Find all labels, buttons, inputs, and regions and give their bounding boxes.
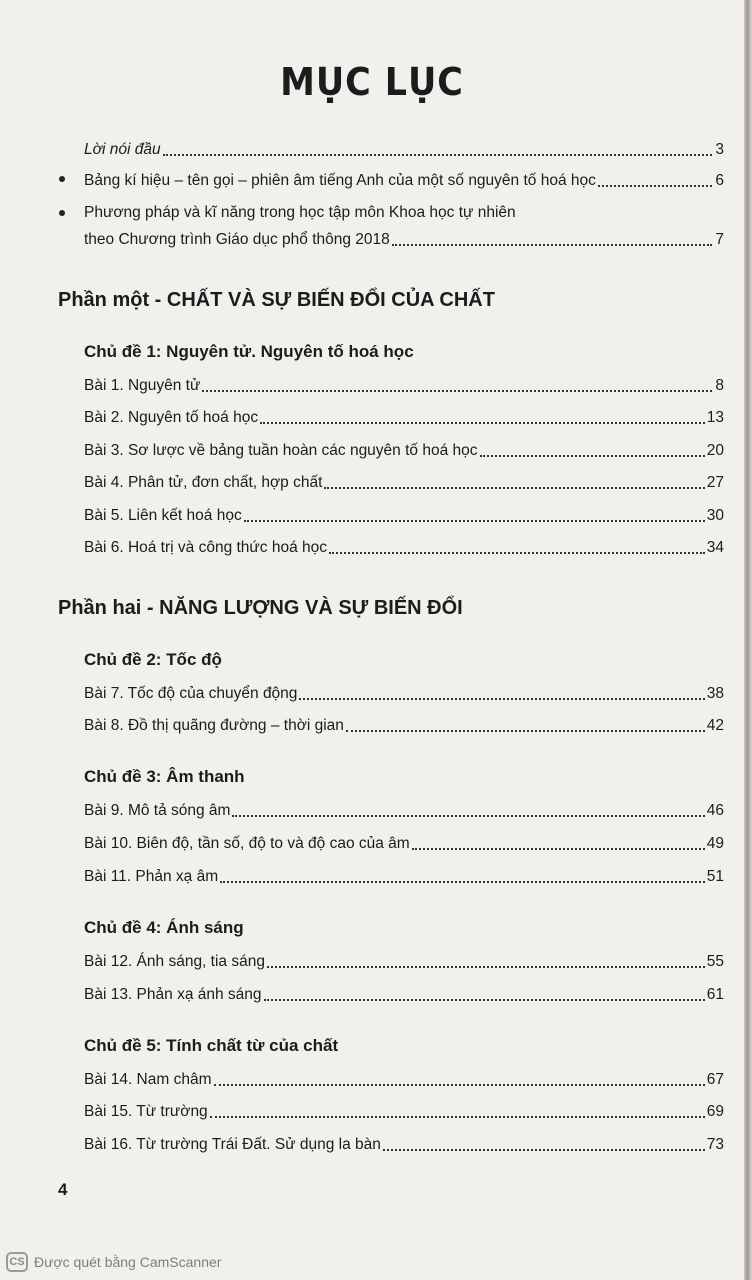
toc-entry bbox=[84, 1131, 724, 1155]
toc-entry-label: Bài 3. Sơ lược về bảng tuần hoàn các nguyên tố hoá học bbox=[84, 442, 478, 459]
dot-leader bbox=[383, 1149, 705, 1151]
toc-entry-label-line1: Phương pháp và kĩ năng trong học tập môn Khoa học tự nhiên bbox=[84, 204, 516, 221]
toc-entry-page: 34 bbox=[706, 539, 724, 556]
toc-entry-label: Bài 9. Mô tả sóng âm bbox=[84, 802, 231, 819]
toc-entry-label: Bài 8. Đồ thị quãng đường – thời gian bbox=[84, 717, 344, 734]
toc-entry-page: 46 bbox=[706, 802, 724, 819]
toc-entry-page: 13 bbox=[706, 409, 724, 426]
toc-entry-label: Bài 14. Nam châm bbox=[84, 1071, 212, 1088]
toc-entry-page: 69 bbox=[706, 1103, 724, 1120]
page-title: MỤC LỤC bbox=[280, 60, 464, 104]
toc-entry-label: Bài 12. Ánh sáng, tia sáng bbox=[84, 953, 265, 970]
toc-entry-page: 55 bbox=[706, 953, 724, 970]
toc-entry bbox=[84, 372, 724, 396]
dot-leader bbox=[480, 455, 705, 457]
scanner-footer bbox=[0, 1247, 752, 1277]
toc-entry-page: 42 bbox=[706, 717, 724, 734]
dot-leader bbox=[324, 487, 704, 489]
dot-leader bbox=[412, 848, 705, 850]
dot-leader bbox=[244, 520, 705, 522]
toc-entry-page: 7 bbox=[715, 231, 724, 248]
toc-entry-label: Bảng kí hiệu – tên gọi – phiên âm tiếng Anh của một số nguyên tố hoá học bbox=[84, 172, 596, 189]
dot-leader bbox=[329, 552, 705, 554]
toc-entry bbox=[84, 680, 724, 704]
toc-entry-page: 30 bbox=[706, 507, 724, 524]
bullet-icon bbox=[59, 176, 65, 182]
dot-leader bbox=[214, 1084, 705, 1086]
toc-entry-label: Bài 6. Hoá trị và công thức hoá học bbox=[84, 539, 328, 556]
toc-entry-label: theo Chương trình Giáo dục phổ thông 2018 bbox=[84, 231, 390, 248]
page-edge bbox=[744, 0, 752, 1280]
toc-entry-page: 6 bbox=[715, 172, 724, 189]
toc-entry-page: 20 bbox=[706, 442, 724, 459]
topic-heading: Chủ đề 3: Âm thanh bbox=[84, 767, 245, 786]
toc-entry-label: Bài 1. Nguyên tử bbox=[84, 377, 201, 394]
toc-entry-label: Bài 11. Phản xạ âm bbox=[84, 868, 219, 885]
toc-entry bbox=[84, 534, 724, 558]
dot-leader bbox=[210, 1116, 705, 1118]
page-number: 4 bbox=[58, 1180, 68, 1199]
dot-leader bbox=[232, 815, 704, 817]
toc-entry-page: 38 bbox=[706, 685, 724, 702]
toc-entry bbox=[84, 404, 724, 428]
part-heading: Phần một - CHẤT VÀ SỰ BIẾN ĐỔI CỦA CHẤT bbox=[58, 289, 495, 311]
toc-entry bbox=[84, 981, 724, 1005]
toc-entry bbox=[84, 948, 724, 972]
toc-entry bbox=[84, 1066, 724, 1090]
toc-entry bbox=[84, 167, 724, 191]
dot-leader bbox=[598, 185, 712, 187]
toc-entry bbox=[84, 469, 724, 493]
toc-entry-label: Lời nói đầu bbox=[84, 141, 161, 158]
toc-entry-page: 3 bbox=[715, 141, 724, 158]
dot-leader bbox=[264, 999, 705, 1001]
topic-heading: Chủ đề 4: Ánh sáng bbox=[84, 918, 244, 937]
toc-entry-label: Bài 13. Phản xạ ánh sáng bbox=[84, 986, 262, 1003]
toc-entry-page: 61 bbox=[706, 986, 724, 1003]
dot-leader bbox=[202, 390, 712, 392]
part-heading: Phần hai - NĂNG LƯỢNG VÀ SỰ BIẾN ĐỔI bbox=[58, 597, 463, 619]
toc-entry-page: 73 bbox=[706, 1136, 724, 1153]
toc-entry-page: 67 bbox=[706, 1071, 724, 1088]
toc-entry-page: 51 bbox=[706, 868, 724, 885]
toc-entry-label: Bài 7. Tốc độ của chuyển động bbox=[84, 685, 298, 702]
dot-leader bbox=[346, 730, 705, 732]
dot-leader bbox=[163, 154, 712, 156]
toc-entry-page: 27 bbox=[706, 474, 724, 491]
topic-heading: Chủ đề 1: Nguyên tử. Nguyên tố hoá học bbox=[84, 342, 414, 361]
toc-entry-page: 8 bbox=[715, 377, 724, 394]
dot-leader bbox=[299, 698, 704, 700]
toc-entry bbox=[84, 712, 724, 736]
topic-heading: Chủ đề 5: Tính chất từ của chất bbox=[84, 1036, 339, 1055]
toc-entry-label: Bài 15. Từ trường bbox=[84, 1103, 208, 1120]
toc-entry bbox=[84, 830, 724, 854]
dot-leader bbox=[220, 881, 705, 883]
camscanner-logo-icon: CS bbox=[6, 1252, 28, 1272]
toc-entry bbox=[84, 437, 724, 461]
toc-entry bbox=[84, 226, 724, 250]
toc-entry-label: Bài 4. Phân tử, đơn chất, hợp chất bbox=[84, 474, 323, 491]
toc-entry-label: Bài 16. Từ trường Trái Đất. Sử dụng la bàn bbox=[84, 1136, 381, 1153]
toc-entry bbox=[84, 1098, 724, 1122]
scanner-footer-text: Được quét bằng CamScanner bbox=[34, 1254, 222, 1270]
topic-heading: Chủ đề 2: Tốc độ bbox=[84, 650, 222, 669]
toc-entry-label: Bài 5. Liên kết hoá học bbox=[84, 507, 242, 524]
toc-entry bbox=[84, 502, 724, 526]
toc-entry-label: Bài 2. Nguyên tố hoá học bbox=[84, 409, 259, 426]
toc-entry bbox=[84, 863, 724, 887]
dot-leader bbox=[267, 966, 705, 968]
dot-leader bbox=[260, 422, 705, 424]
toc-entry bbox=[84, 797, 724, 821]
dot-leader bbox=[392, 244, 712, 246]
toc-entry-page: 49 bbox=[706, 835, 724, 852]
toc-entry bbox=[84, 136, 724, 160]
bullet-icon bbox=[59, 210, 65, 216]
toc-entry-label: Bài 10. Biên độ, tần số, độ to và độ cao của âm bbox=[84, 835, 410, 852]
